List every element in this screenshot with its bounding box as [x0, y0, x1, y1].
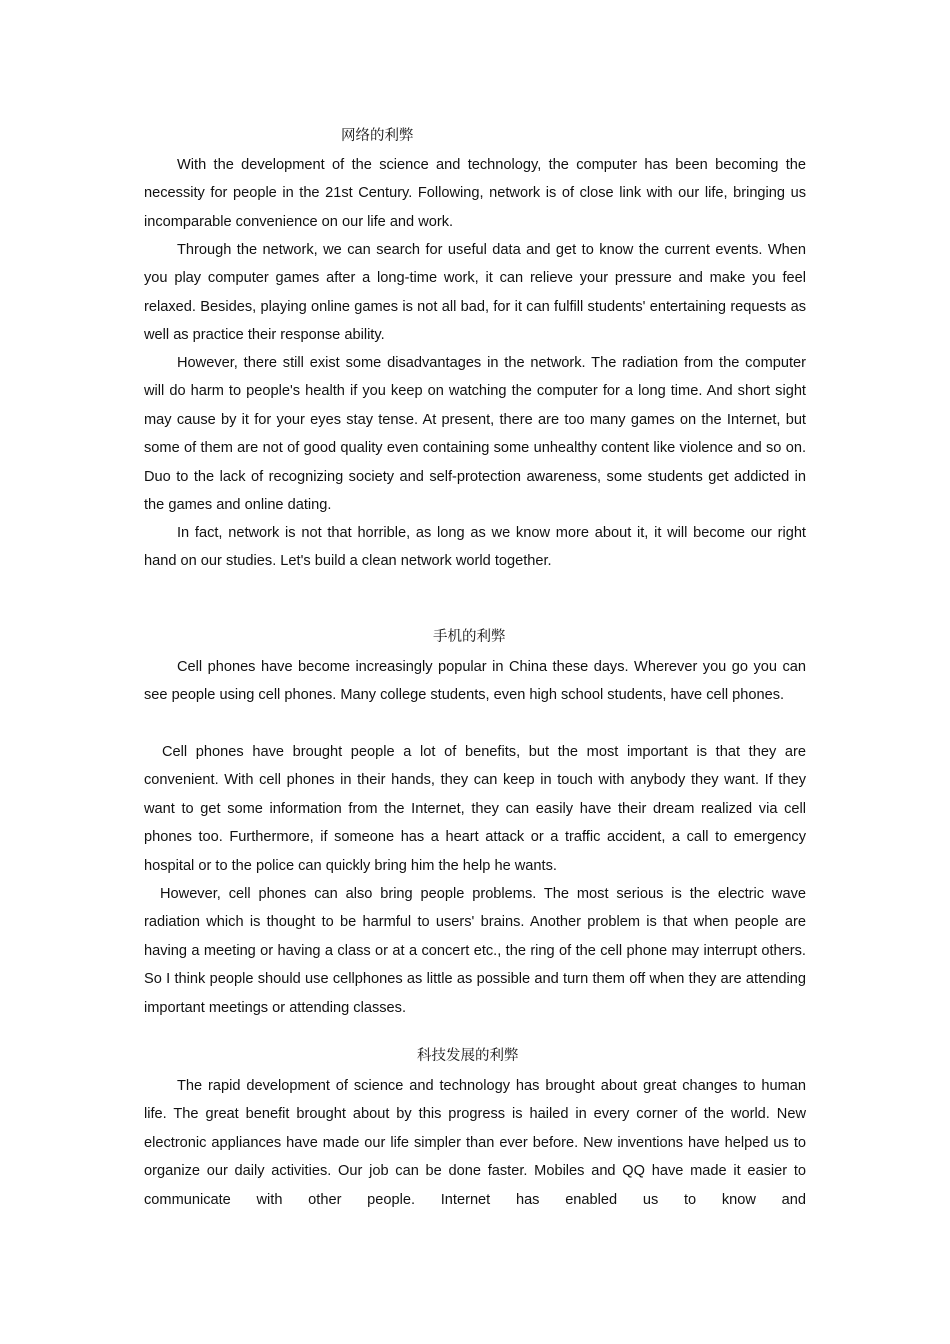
network-paragraph-1: With the development of the science and technology, the computer has been becoming the necessity for people in the 21st Century. Following, network is of close link with our life, bringing us incomparable convenience on our life and work.: [144, 157, 806, 230]
network-paragraph-3: However, there still exist some disadvantages in the network. The radiation from the computer will do harm to people's health if you keep on watching the computer for a long time. And short sight may cause by it for your eyes stay tense. At present, there are too many games on the Internet, but some of them are not of good quality even containing some unhealthy content like violence and so on. Duo to the lack of recognizing society and self-protection awareness, some students get addicted in the games and online dating.: [144, 355, 806, 514]
section-title-network: 网络的利弊: [341, 128, 414, 144]
cellphone-paragraph-2: Cell phones have brought people a lot of benefits, but the most important is that they are convenient. With cell phones in their hands, they can keep in touch with anybody they want. If they want to get some information from the Internet, they can easily have their dream realized via cell phones too. Furthermore, if someone has a heart attack or a traffic accident, a call to emergency hospital or to the police can quickly bring him the help he wants.: [144, 744, 806, 874]
technology-paragraph-1: The rapid development of science and technology has brought about great changes to human life. The great benefit brought about by this progress is hailed in every corner of the world. New electronic appliances have made our life simpler than ever before. New inventions have helped us to organize our daily activities. Our job can be done faster. Mobiles and QQ have made it easier to communicate with other people. Internet has enabled us to know and: [144, 1078, 806, 1208]
section-title-technology: 科技发展的利弊: [417, 1048, 519, 1064]
cellphone-paragraph-3: However, cell phones can also bring people problems. The most serious is the electric wave radiation which is thought to be harmful to users' brains. Another problem is that when people are having a meeting or having a class or at a concert etc., the ring of the cell phone may interrupt others. So I think people should use cellphones as little as possible and turn them off when they are attending important meetings or attending classes.: [144, 886, 806, 1016]
network-paragraph-4: In fact, network is not that horrible, as long as we know more about it, it will become our right hand on our studies. Let's build a clean network world together.: [144, 525, 806, 570]
network-paragraph-2: Through the network, we can search for useful data and get to know the current events. When you play computer games after a long-time work, it can relieve your pressure and make you feel relaxed. Besides, playing online games is not all bad, for it can fulfill students' entertaining requests as well as practice their response ability.: [144, 242, 806, 344]
cellphone-paragraph-1: Cell phones have become increasingly popular in China these days. Wherever you go you can see people using cell phones. Many college students, even high school students, have cell phones.: [144, 659, 806, 704]
section-title-cell-phones: 手机的利弊: [433, 629, 506, 645]
